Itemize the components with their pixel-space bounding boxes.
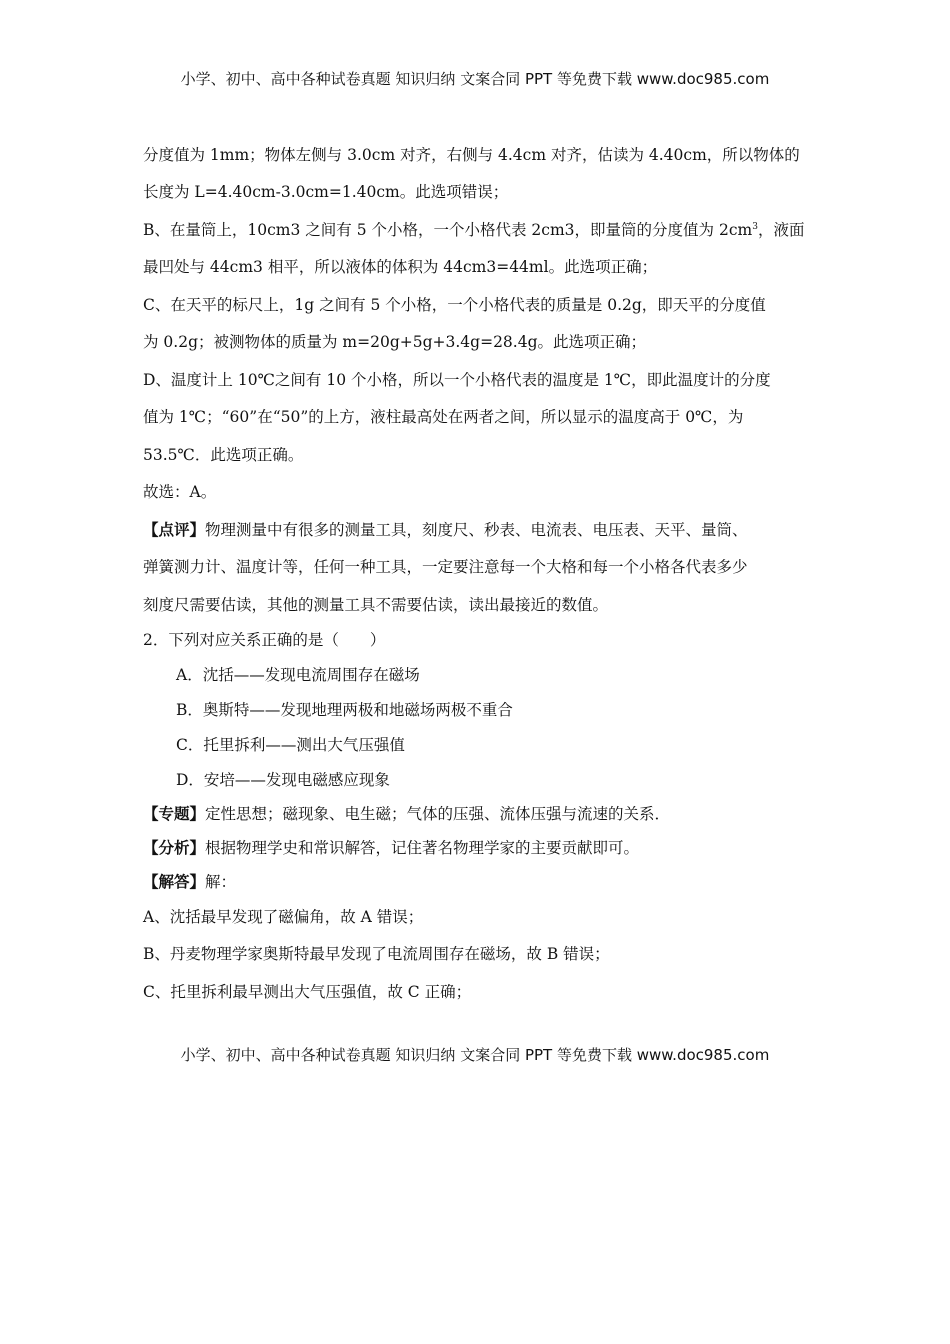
question-stem: 2．下列对应关系正确的是（ ） xyxy=(143,631,386,649)
topic-tag: 【专题】 xyxy=(143,805,206,823)
text-line: 53.5℃．此选项正确。 xyxy=(143,446,304,464)
option-b: B．奥斯特——发现地理两极和地磁场两极不重合 xyxy=(176,701,513,719)
superscript: 3 xyxy=(752,221,758,232)
analysis-line xyxy=(143,836,639,858)
comment-text: 物理测量中有很多的测量工具，刻度尺、秒表、电流表、电压表、天平、量筒、 xyxy=(205,521,748,539)
option-d: D．安培——发现电磁感应现象 xyxy=(176,771,390,789)
page-footer: 小学、初中、高中各种试卷真题 知识归纳 文案合同 PPT 等免费下载 www.doc985.com xyxy=(180,1046,770,1064)
text-line: 长度为 L=4.40cm-3.0cm=1.40cm。此选项错误； xyxy=(143,183,509,201)
answer-text: 解： xyxy=(205,873,237,891)
text-line: B、丹麦物理学家奥斯特最早发现了电流周围存在磁场，故 B 错误； xyxy=(143,945,610,963)
text-line: C、托里拆利最早测出大气压强值，故 C 正确； xyxy=(143,983,472,1001)
text-line xyxy=(143,218,804,240)
text-line: 值为 1℃；“60”在“50”的上方，液柱最高处在两者之间，所以显示的温度高于 0℃，为 xyxy=(143,408,744,426)
option-a: A．沈括——发现电流周围存在磁场 xyxy=(176,666,420,684)
analysis-tag: 【分析】 xyxy=(143,839,206,857)
text-line: 弹簧测力计、温度计等，任何一种工具，一定要注意每一个大格和每一个小格各代表多少 xyxy=(143,558,748,576)
text-segment: ，液面 xyxy=(757,221,805,239)
text-line: C、在天平的标尺上，1g 之间有 5 个小格，一个小格代表的质量是 0.2g，即天平的分度值 xyxy=(143,296,766,314)
answer-tag: 【解答】 xyxy=(143,873,206,891)
topic-line xyxy=(143,802,670,824)
text-line: 故选：A。 xyxy=(143,483,217,501)
analysis-text: 根据物理学史和常识解答，记住著名物理学家的主要贡献即可。 xyxy=(205,839,640,857)
text-line: 最凹处与 44cm3 相平，所以液体的体积为 44cm3=44ml。此选项正确； xyxy=(143,258,658,276)
topic-text: 定性思想；磁现象、电生磁；气体的压强、流体压强与流速的关系． xyxy=(205,805,671,823)
comment-tag: 【点评】 xyxy=(143,521,206,539)
text-line: D、温度计上 10℃之间有 10 个小格，所以一个小格代表的温度是 1℃，即此温度计的分度 xyxy=(143,371,771,389)
text-line: 分度值为 1mm；物体左侧与 3.0cm 对齐，右侧与 4.4cm 对齐，估读为 4.40cm，所以物体的 xyxy=(143,146,800,164)
text-line: A、沈括最早发现了磁偏角，故 A 错误； xyxy=(143,908,424,926)
comment-line xyxy=(143,518,748,540)
text-line: 刻度尺需要估读，其他的测量工具不需要估读，读出最接近的数值。 xyxy=(143,596,609,614)
option-c: C．托里拆利——测出大气压强值 xyxy=(176,736,405,754)
answer-line xyxy=(143,870,236,892)
text-segment: B、在量筒上，10cm3 之间有 5 个小格，一个小格代表 2cm3，即量筒的分度值为 2cm xyxy=(143,221,753,239)
text-line: 为 0.2g；被测物体的质量为 m=20g+5g+3.4g=28.4g。此选项正确； xyxy=(143,333,647,351)
page-header: 小学、初中、高中各种试卷真题 知识归纳 文案合同 PPT 等免费下载 www.doc985.com xyxy=(180,70,770,88)
